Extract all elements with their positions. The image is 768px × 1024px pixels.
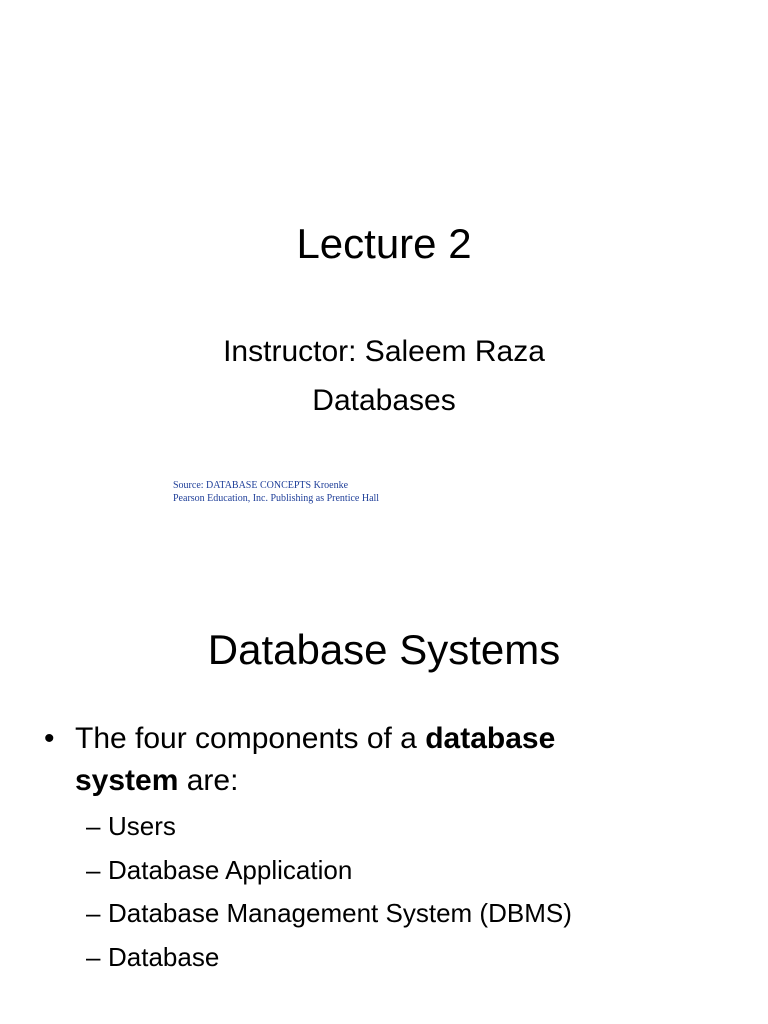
list-item-label: Users: [108, 811, 176, 841]
dash-marker: –: [86, 811, 101, 841]
course-name: Databases: [312, 384, 456, 417]
source-line-2: Pearson Education, Inc. Publishing as Prentice Hall: [173, 493, 380, 504]
bullet-text: [44, 718, 644, 802]
bullet-bold-system: system: [75, 764, 179, 797]
source-citation: [173, 479, 379, 505]
bullet-text-after: are:: [178, 764, 239, 797]
list-item: [86, 805, 572, 849]
dash-marker: –: [86, 854, 101, 885]
list-item: [86, 892, 572, 936]
slide-database-systems: [0, 512, 768, 1024]
bullet-item: [44, 718, 644, 802]
list-item-label: Database Management System (DBMS): [108, 898, 572, 928]
component-list: [86, 805, 572, 979]
source-line-1: Source: DATABASE CONCEPTS Kroenke: [173, 480, 349, 491]
dash-marker: –: [86, 941, 101, 972]
bullet-bold-database: database: [425, 722, 556, 755]
dash-marker: –: [86, 898, 101, 928]
list-item: [86, 849, 572, 893]
list-item: [86, 936, 572, 980]
bullet-text-before: The four components of a: [75, 722, 426, 755]
bullet-marker: •: [44, 722, 55, 755]
list-item-label: Database: [108, 941, 220, 972]
list-item-label: Database Application: [108, 854, 353, 885]
instructor-name: Instructor: Saleem Raza: [223, 335, 545, 368]
lecture-title: Lecture 2: [296, 220, 472, 267]
slide-title: Database Systems: [207, 626, 561, 673]
